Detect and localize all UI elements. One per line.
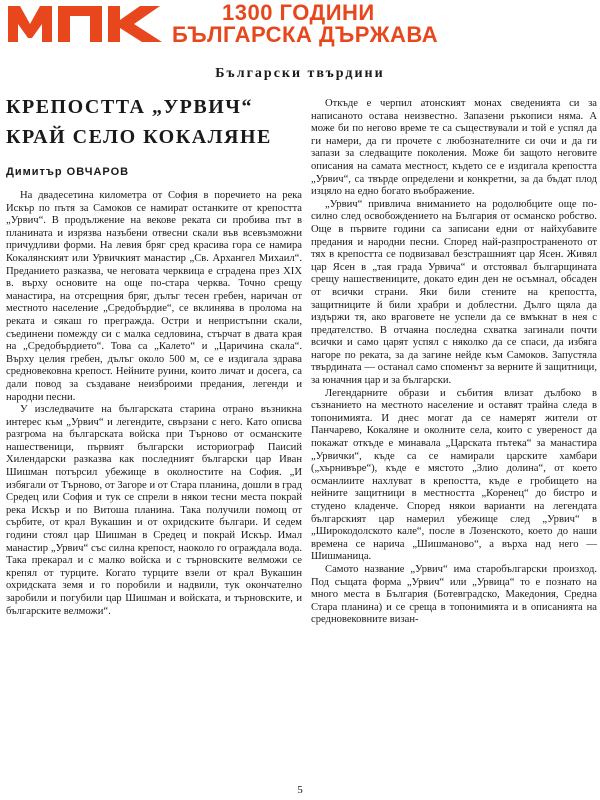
left-body-text (6, 190, 302, 618)
header-anniversary-line2: БЪЛГАРСКА ДЪРЖАВА (172, 22, 439, 47)
page-number: 5 (297, 784, 303, 796)
left-column (6, 92, 302, 618)
article-author: Димитър ОВЧАРОВ (6, 166, 130, 178)
section-title: Български твърдини (215, 66, 385, 81)
right-column (311, 98, 597, 627)
paragraph: Самото название „Урвич“ има старобългарски произход. Под същата форма „Урвич“ или „Урвица“ то е познато на много места в България (Ботевградско, Македония, Средна Стара планина) и се среща в топонимията и в описанията на средновековните визан- (311, 563, 597, 626)
right-body-text (311, 98, 597, 627)
article-title-line1: КРЕПОСТТА „УРВИЧ“ (6, 96, 253, 118)
paragraph: Откъде е черпил атонският монах сведенията си за написаното остава неизвестно. Запазени ръкописи няма. А може би по негово време те са съществували и той е успял да ги намери, да ги прочете с любознателните си очи и да ги запази за следващите поколения. Може би защото неговите описания на самата местност, където се е издигала крепостта „Урвич“, са твърде определени и конкретни, за да бъдат плод изцяло на едно богато въображение. (311, 98, 597, 198)
magazine-logo (6, 2, 166, 44)
mpk-logo-icon (6, 2, 166, 44)
paragraph: „Урвич“ привлича вниманието на родолюбците още по-силно след освобождението на България от османско робство. Още в първите години са записани едни от найхубавите предания и народни песни. Според най-разпространеното от тях в крепостта се подвизавал безстрашният цар Ясен. Живял цар Ясен в „тая града Урвича“ и отстоявал българщината срещу нашествениците, докато един ден не осъмнал, обсаден от всички страни. Яки били стените на крепостта, защитниците й били храбри и доблестни. Дълго щяла да издържи тя, ако враговете не успели да се вмъкнат в нея с предателство. В отчаяна последна схватка загинали почти всички и само царят успял с няколко да се спаси, да избяга нагоре по реката, за да загине нейде към Самоков. Запустяла твърдината — останал само споменът за верните й защитници, за юначния цар и за български. (311, 198, 597, 387)
article-title (6, 92, 302, 152)
paragraph: На двадесетина километра от София в поречието на река Искър по пътя за Самоков се намират останките от крепостта „Урвич“. В продължение на векове реката си пробива път в планината и изрязва назъбени отвесни скали във всевъзможни причудливи форми. На левия бряг сред красива гора се намира Кокалянският или Урвичкият манастир „Св. Архангел Михаил“. Преданието разказва, че неговата черквица е сградена през XIX в. върху основите на още по-стара черква. Точно срещу манастира, на отсрещния бряг, дълъг тесен гребен, наричан от местното население „Средобърдие“, се вклинява в пролома на реката и сякаш го преграждa. Остри и непристъпни скали, съединени помежду си с малка седловина, стърчат в двата края на „Средобърдието“. Това са „Калето“ и „Царичина скала“. Върху целия гребен, дълъг около 500 м, се е издигала здрава средновековна крепост. Нейните руини, които личат и досега, са дали повод за създаване неизброими предания, легенди и народни песни. (6, 190, 302, 403)
paragraph: У изследвачите на българската старина отрано възникна интерес към „Урвич“ и легендите, свързани с него. Като описва разгрома на българската войска при Търново от османските нашественици, първият български историограф Паисий Хилендарски разказва как последният български цар Иван Шишман потърсил убежище в околностите на София. „И избягали от Търново, от Загоре и от Стара планина, дошли в град Средец или София и тук се спрели в някои тесни места покрай река Искър и по Витоша планина. Така получили помощ от сърбите, от крал Вукашин и от охридските българи. И седем години стоял цар Шишман в Средец и покрай Искър. Имал манастир „Урвич“ със силна крепост, наоколо го ограждала вода. Така прекарал и с малко войска и с търновските велможи се крепял от турците. Когато турците взели от крал Вукашин охридската земя и го поробили и надвили, тук окончателно заробили и погубили цар Шишман и войската, и търновските, и българските велможи“. (6, 404, 302, 617)
paragraph: Легендарните образи и събития влизат дълбоко в съзнанието на местното население и оставят трайна следа в топонимията. И днес могат да се намерят жители от Панчарево, Кокаляне и околните села, които с увереност да покажат откъде е минавала „Царската пътека“ за манастира „Урвички“, къде са се намирали царските хамбари („хърнивъре“), къде е мястото „Злио долина“, от което османлиите нахлуват в крепостта, къде е гробището на нейните защитници в местността „Коренец“ до бистро и студено кладенче. Според някои варианти на легендата българският цар намерил убежище след „Урвич“ в „Широкодолското кале“, после в Лозенското, което до наши времена се нарича „Шишманово“, а върха над него — Шишманица. (311, 387, 597, 563)
article-title-line2: КРАЙ СЕЛО КОКАЛЯНЕ (6, 126, 272, 148)
header-anniversary-line1: 1300 ГОДИНИ (222, 0, 375, 25)
